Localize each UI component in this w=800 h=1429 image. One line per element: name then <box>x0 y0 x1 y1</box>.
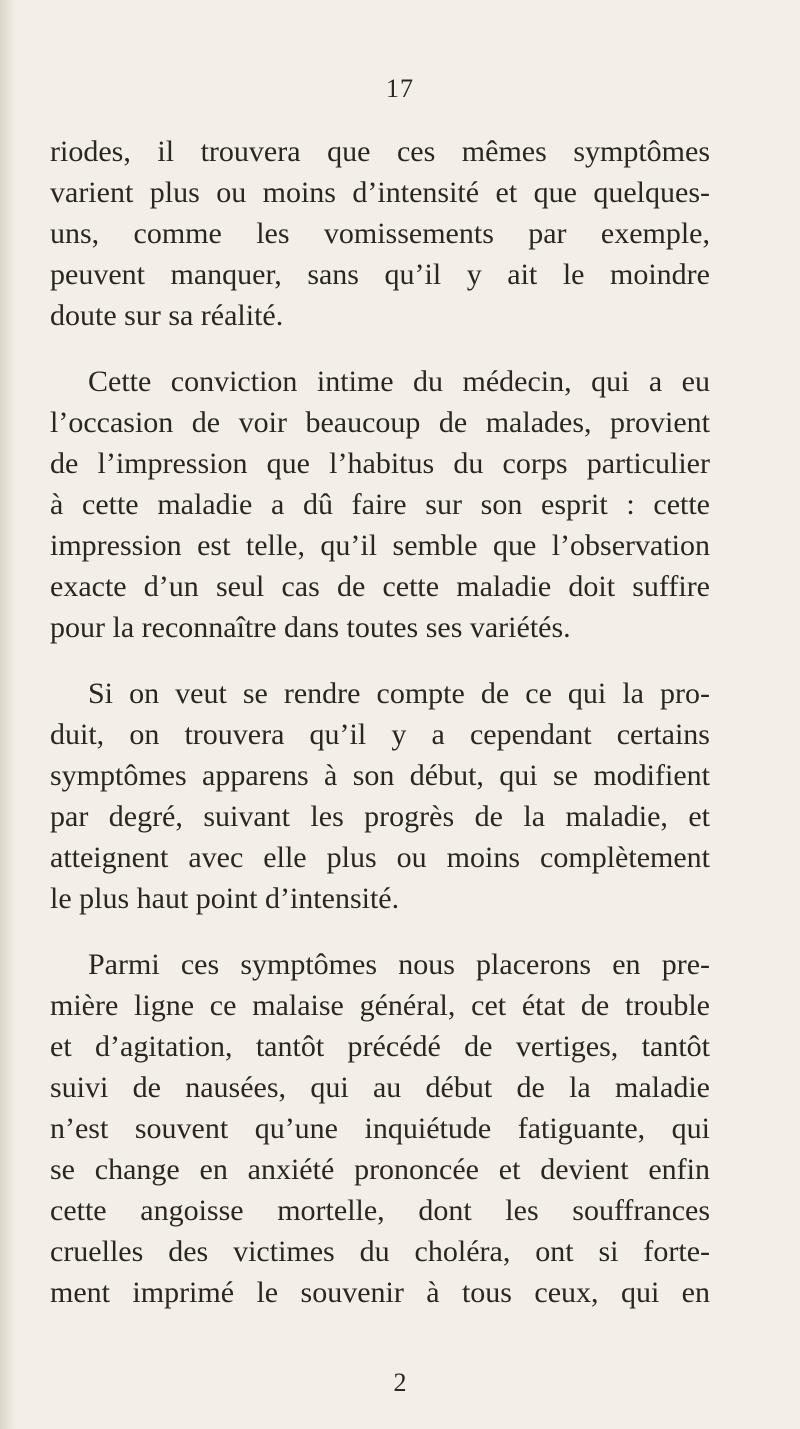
text-line: mière ligne ce malaise général, cet état de trouble <box>50 989 710 1022</box>
text-line: suivi de nausées, qui au début de la maladie <box>50 1071 710 1104</box>
text-line: uns, comme les vomissements par exemple, <box>50 217 710 250</box>
text-line: cruelles des victimes du choléra, ont si forte- <box>50 1235 710 1268</box>
text-line: et d’agitation, tantôt précédé de vertiges, tantôt <box>50 1030 710 1063</box>
text-line: n’est souvent qu’une inquiétude fatiguante, qui <box>50 1112 710 1145</box>
page-number: 17 <box>386 74 414 103</box>
text-line: se change en anxiété prononcée et devient enfin <box>50 1153 710 1186</box>
text-line: par degré, suivant les progrès de la maladie, et <box>50 800 710 833</box>
text-line: riodes, il trouvera que ces mêmes symptômes <box>50 135 710 168</box>
text-line: Cette conviction intime du médecin, qui a eu <box>88 365 710 398</box>
signature-mark: 2 <box>393 1368 407 1397</box>
text-line: à cette maladie a dû faire sur son esprit : cette <box>50 488 710 521</box>
text-line: pour la reconnaître dans toutes ses variétés. <box>50 611 571 644</box>
text-line: atteignent avec elle plus ou moins complètement <box>50 841 710 874</box>
text-line: de l’impression que l’habitus du corps particulier <box>50 447 710 480</box>
text-line: Parmi ces symptômes nous placerons en pre- <box>88 948 710 981</box>
text-line: le plus haut point d’intensité. <box>50 882 400 915</box>
text-line: ment imprimé le souvenir à tous ceux, qui en <box>50 1276 710 1309</box>
text-line: symptômes apparens à son début, qui se modifient <box>50 759 710 792</box>
text-line: duit, on trouvera qu’il y a cependant certains <box>50 718 710 751</box>
text-line: l’occasion de voir beaucoup de malades, provient <box>50 406 710 439</box>
text-line: impression est telle, qu’il semble que l’observation <box>50 529 710 562</box>
text-line: doute sur sa réalité. <box>50 299 284 332</box>
text-line: cette angoisse mortelle, dont les souffrances <box>50 1194 710 1227</box>
text-line: exacte d’un seul cas de cette maladie doit suffire <box>50 570 710 603</box>
text-line: varient plus ou moins d’intensité et que quelques- <box>50 176 710 209</box>
text-line: peuvent manquer, sans qu’il y ait le moindre <box>50 258 710 291</box>
text-line: Si on veut se rendre compte de ce qui la pro- <box>88 677 710 710</box>
page-edge-shadow <box>0 0 16 1429</box>
